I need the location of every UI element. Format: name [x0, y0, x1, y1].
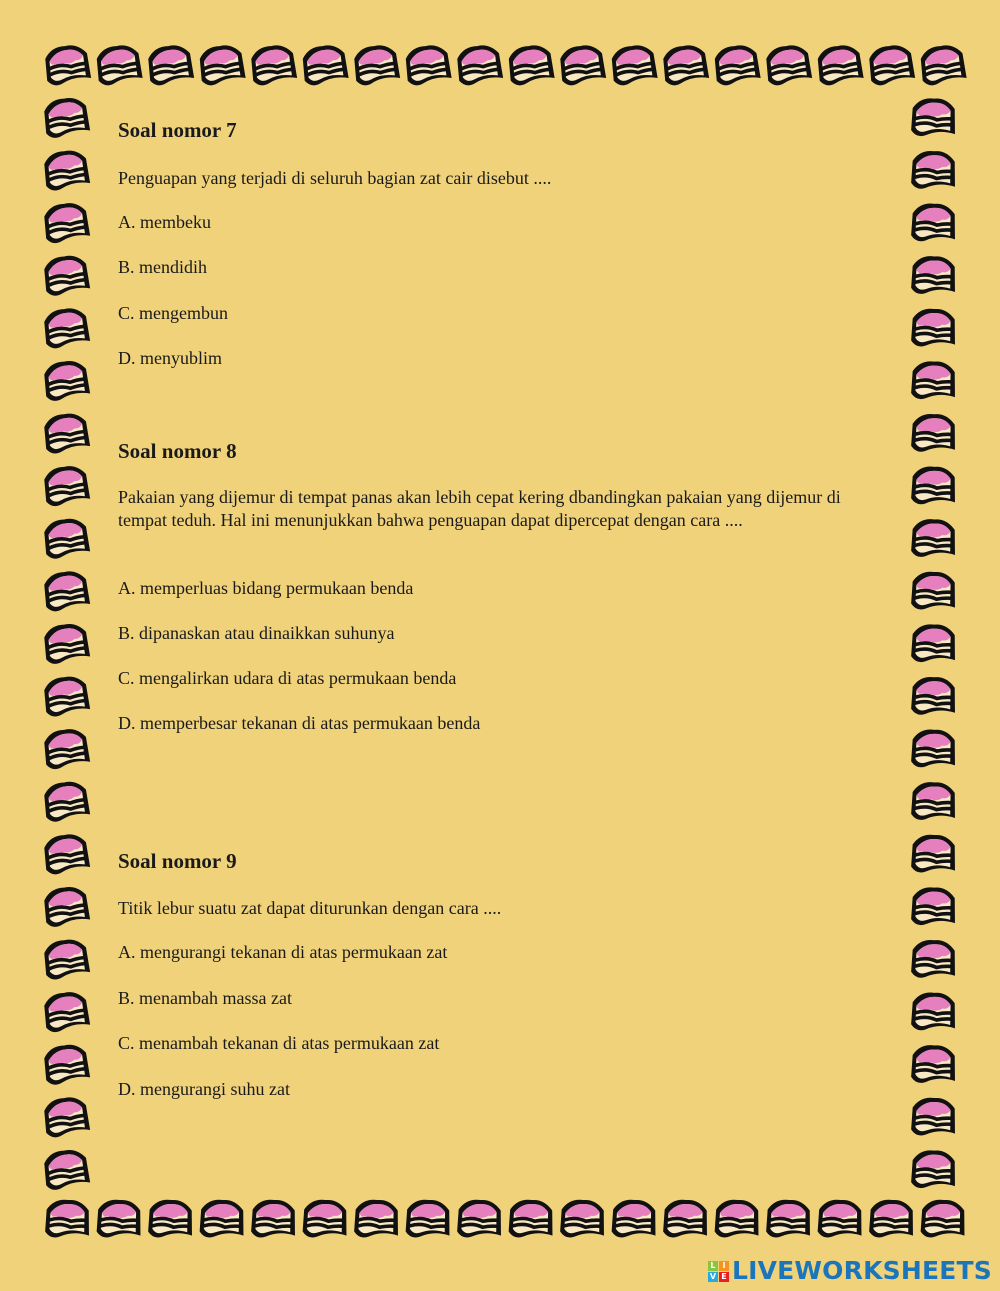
cake-slice-icon	[43, 622, 90, 664]
logo-tile-v: V	[709, 1271, 717, 1281]
question-7-title: Soal nomor 7	[118, 118, 237, 142]
cake-slice-icon	[43, 938, 90, 980]
question-9-option-a[interactable]: A. mengurangi tekanan di atas permukaan zat	[118, 942, 448, 962]
cake-slice-icon	[920, 44, 967, 86]
cake-slice-icon	[911, 255, 958, 297]
cake-slice-icon	[766, 1198, 813, 1240]
question-9-option-d[interactable]: D. mengurangi suhu zat	[118, 1079, 290, 1099]
question-9-text: Titik lebur suatu zat dapat diturunkan dengan cara ....	[118, 898, 502, 918]
cake-slice-icon	[663, 1198, 710, 1240]
cake-slice-icon	[43, 202, 90, 244]
cake-slice-icon	[920, 1198, 967, 1240]
question-9-title: Soal nomor 9	[118, 849, 237, 873]
cake-slice-icon	[353, 44, 400, 86]
question-8-text: Pakaian yang dijemur di tempat panas akan lebih cepat kering dbandingkan pakaian yang dijemur di tempat teduh. Hal ini menunjukkan bahwa penguapan dapat dipercepat dengan cara ....	[118, 487, 841, 530]
cake-slice-icon	[43, 1096, 90, 1138]
cake-slice-icon	[714, 44, 761, 86]
cake-slice-icon	[148, 1198, 195, 1240]
question-7-option-a[interactable]: A. membeku	[118, 212, 211, 232]
cake-slice-icon	[911, 886, 958, 928]
cake-slice-icon	[869, 1198, 916, 1240]
cake-slice-icon	[96, 44, 143, 86]
cake-slice-icon	[911, 465, 958, 507]
cake-slice-icon	[911, 202, 958, 244]
cake-slice-icon	[251, 1198, 298, 1240]
question-7-option-c[interactable]: C. mengembun	[118, 303, 228, 323]
cake-slice-icon	[199, 44, 246, 86]
question-8-option-b[interactable]: B. dipanaskan atau dinaikkan suhunya	[118, 623, 395, 643]
logo-tile-i: I	[719, 1261, 729, 1271]
cake-slice-icon	[911, 149, 958, 191]
cake-slice-icon	[911, 728, 958, 770]
cake-slice-icon	[199, 1198, 246, 1240]
cake-slice-icon	[43, 1043, 90, 1085]
cake-slice-icon	[559, 44, 606, 86]
cake-slice-icon	[43, 465, 90, 507]
cake-slice-icon	[560, 1198, 607, 1240]
cake-slice-icon	[911, 781, 958, 823]
cake-slice-icon	[456, 44, 503, 86]
cake-slice-icon	[611, 1198, 658, 1240]
cake-slice-icon	[911, 623, 958, 665]
cake-slice-icon	[817, 1198, 864, 1240]
cake-slice-icon	[911, 938, 958, 980]
question-8-option-d[interactable]: D. memperbesar tekanan di atas permukaan benda	[118, 713, 481, 733]
cake-slice-icon	[911, 1044, 958, 1086]
cake-slice-icon	[911, 991, 958, 1033]
liveworksheets-logo[interactable]	[708, 1257, 992, 1285]
question-9-option-b[interactable]: B. menambah massa zat	[118, 988, 292, 1008]
cake-slice-icon	[911, 412, 958, 454]
cake-slice-icon	[911, 307, 958, 349]
cake-slice-icon	[508, 44, 555, 86]
cake-slice-icon	[45, 1198, 92, 1240]
cake-slice-icon	[43, 517, 90, 559]
cake-slice-icon	[96, 1198, 143, 1240]
cake-slice-icon	[43, 254, 90, 296]
question-7-text: Penguapan yang terjadi di seluruh bagian zat cair disebut ....	[118, 168, 552, 188]
cake-slice-icon	[302, 44, 349, 86]
cake-slice-icon	[43, 728, 90, 770]
cake-slice-icon	[911, 518, 958, 560]
question-8-option-c[interactable]: C. mengalirkan udara di atas permukaan benda	[118, 668, 457, 688]
cake-slice-icon	[765, 44, 812, 86]
cake-slice-icon	[714, 1198, 761, 1240]
cake-slice-icon	[43, 412, 90, 454]
cake-slice-icon	[43, 570, 90, 612]
logo-tile-e: E	[719, 1272, 729, 1282]
question-7-option-d[interactable]: D. menyublim	[118, 348, 222, 368]
question-8-option-a[interactable]: A. memperluas bidang permukaan benda	[118, 578, 414, 598]
cake-slice-icon	[611, 44, 658, 86]
cake-slice-icon	[43, 149, 90, 191]
cake-slice-icon	[817, 44, 864, 86]
liveworksheets-logo-icon	[708, 1261, 729, 1282]
cake-slice-icon	[250, 44, 297, 86]
question-7-option-b[interactable]: B. mendidih	[118, 257, 207, 277]
cake-slice-icon	[147, 44, 194, 86]
cake-slice-icon	[868, 44, 915, 86]
cake-slice-icon	[405, 44, 452, 86]
cake-slice-icon	[911, 1096, 958, 1138]
cake-slice-icon	[43, 1148, 90, 1190]
cake-slice-icon	[43, 359, 90, 401]
cake-slice-icon	[44, 44, 91, 86]
cake-slice-icon	[911, 675, 958, 717]
cake-slice-icon	[457, 1198, 504, 1240]
cake-slice-icon	[43, 307, 90, 349]
liveworksheets-logo-text: LIVEWORKSHEETS	[731, 1256, 992, 1285]
question-9-option-c[interactable]: C. menambah tekanan di atas permukaan zat	[118, 1033, 440, 1053]
cake-slice-icon	[43, 991, 90, 1033]
question-8-title: Soal nomor 8	[118, 439, 237, 463]
cake-slice-icon	[43, 96, 90, 138]
cake-slice-icon	[662, 44, 709, 86]
cake-slice-icon	[405, 1198, 452, 1240]
cake-slice-icon	[911, 570, 958, 612]
logo-tile-l: L	[708, 1261, 718, 1271]
cake-slice-icon	[911, 360, 958, 402]
cake-slice-icon	[43, 780, 90, 822]
cake-slice-icon	[43, 833, 90, 875]
cake-slice-icon	[508, 1198, 555, 1240]
cake-slice-icon	[43, 675, 90, 717]
cake-slice-icon	[302, 1198, 349, 1240]
cake-slice-icon	[43, 885, 90, 927]
cake-slice-icon	[354, 1198, 401, 1240]
cake-slice-icon	[911, 1149, 958, 1191]
cake-slice-icon	[911, 833, 958, 875]
cake-slice-icon	[911, 97, 958, 139]
